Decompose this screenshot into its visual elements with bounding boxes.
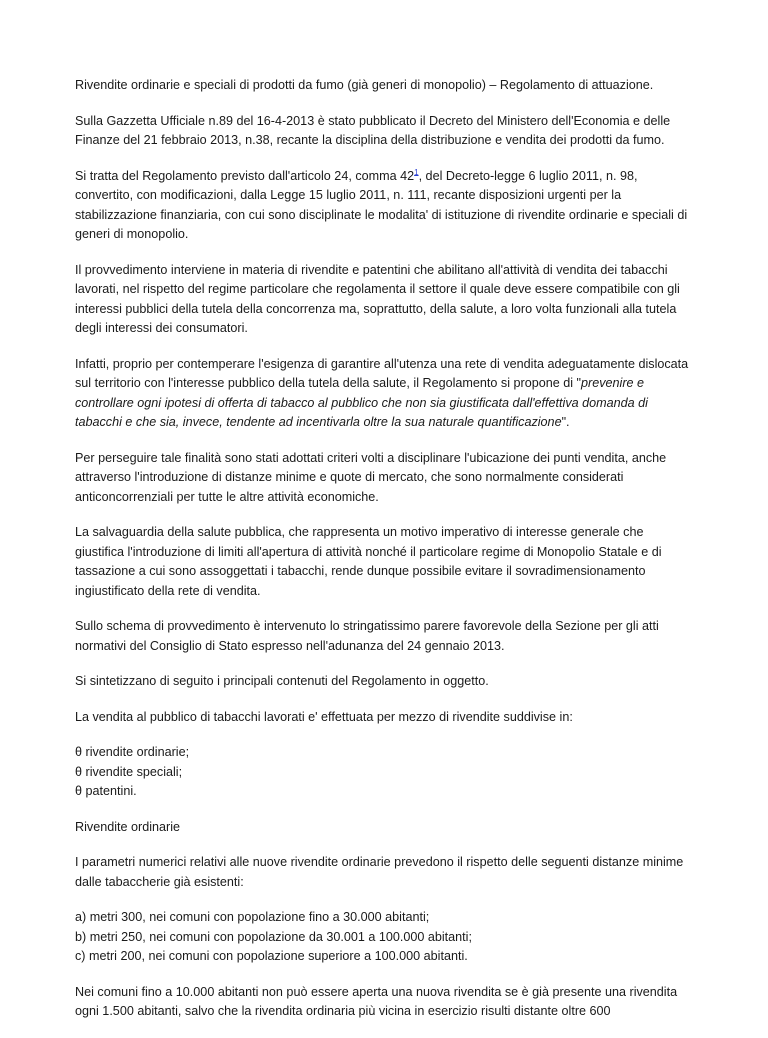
paragraph: I parametri numerici relativi alle nuove rivendite ordinarie prevedono il rispetto delle seguenti distanze minime dalle tabaccherie già esistenti: [75, 855, 684, 889]
list-item: c) metri 200, nei comuni con popolazione superiore a 100.000 abitanti. [75, 949, 468, 963]
document-body [75, 76, 690, 1038]
paragraph: Nei comuni fino a 10.000 abitanti non può essere aperta una nuova rivendita se è già presente una rivendita ogni 1.500 abitanti, salvo che la rivendita ordinaria più vicina in esercizio risulti distante oltre 600 [75, 984, 678, 1018]
paragraph: La salvaguardia della salute pubblica, che rappresenta un motivo imperativo di interesse generale che giustifica l'introduzione di limiti all'apertura di attività nonché il particolare regime di Monopolio Statale e di tassazione a cui sono assoggettati i tabacchi, rende dunque possibile evitare il sovradimensionamento ingiustificato della rete di vendita. [75, 525, 662, 598]
list-sellers [75, 743, 690, 802]
list-item: θ rivendite speciali; [75, 764, 183, 779]
list-item: θ patentini. [75, 784, 137, 798]
paragraph: Sullo schema di provvedimento è intervenuto lo stringatissimo parere favorevole della Sezione per gli atti normativi del Consiglio di Stato espresso nell'adunanza del 24 gennaio 2013. [75, 619, 659, 653]
list-distances [75, 908, 690, 967]
paragraph: Per perseguire tale finalità sono stati adottati criteri volti a disciplinare l'ubicazione dei punti vendita, anche attraverso l'introduzione di distanze minime e quote di mercato, che sono normalmente considerati anticoncorrenziali per tutte le altre attività economiche. [75, 450, 667, 504]
list-item: θ rivendite ordinarie; [75, 745, 190, 759]
list-item: b) metri 250, nei comuni con popolazione da 30.001 a 100.000 abitanti; [75, 929, 472, 944]
footnote-link[interactable]: 1 [414, 167, 419, 177]
paragraph [75, 167, 690, 245]
paragraph: Il provvedimento interviene in materia di rivendite e patentini che abilitano all'attività di vendita dei tabacchi lavorati, nel rispetto del regime particolare che regolamenta il settore il quale deve essere compatibile con gli interessi pubblici della tutela della concorrenza ma, soprattutto, della salute, a loro volta funzionali alla tutela degli interessi dei consumatori. [75, 262, 680, 335]
quoted-text: prevenire e controllare ogni ipotesi di offerta di tabacco al pubblico che non sia giustificata dall'effettiva domanda di tabacchi e che sia, invece, tendente ad incentivarla oltre la sua naturale quantificazione [75, 376, 648, 429]
paragraph-text: Si tratta del Regolamento previsto dall'articolo 24, comma 42 [75, 168, 415, 183]
list-item: a) metri 300, nei comuni con popolazione fino a 30.000 abitanti; [75, 910, 430, 924]
paragraph: Sulla Gazzetta Ufficiale n.89 del 16-4-2013 è stato pubblicato il Decreto del Ministero dell'Economia e delle Finanze del 21 febbraio 2013, n.38, recante la disciplina della distribuzione e vendita dei prodotti da fumo. [75, 113, 671, 147]
document-title: Rivendite ordinarie e speciali di prodotti da fumo (già generi di monopolio) – Regolamento di attuazione. [75, 78, 654, 92]
section-heading: Rivendite ordinarie [75, 819, 181, 834]
paragraph: Si sintetizzano di seguito i principali contenuti del Regolamento in oggetto. [75, 674, 489, 688]
paragraph [75, 355, 690, 433]
paragraph-text: Infatti, proprio per contemperare l'esigenza di garantire all'utenza una rete di vendita adeguatamente dislocata sul territorio con l'interesse pubblico della tutela della salute, il Regolamento si propone di " [75, 356, 689, 390]
paragraph-text: ". [561, 415, 570, 429]
paragraph: La vendita al pubblico di tabacchi lavorati e' effettuata per mezzo di rivendite suddivise in: [75, 709, 573, 724]
paragraph-text: , del Decreto-legge 6 luglio 2011, n. 98, convertito, con modificazioni, dalla Legge 15 luglio 2011, n. 111, recante disposizioni urgenti per la stabilizzazione finanziaria, con cui sono disciplinate le modalita' di istituzione di rivendite ordinarie e speciali di generi di monopolio. [75, 168, 688, 241]
